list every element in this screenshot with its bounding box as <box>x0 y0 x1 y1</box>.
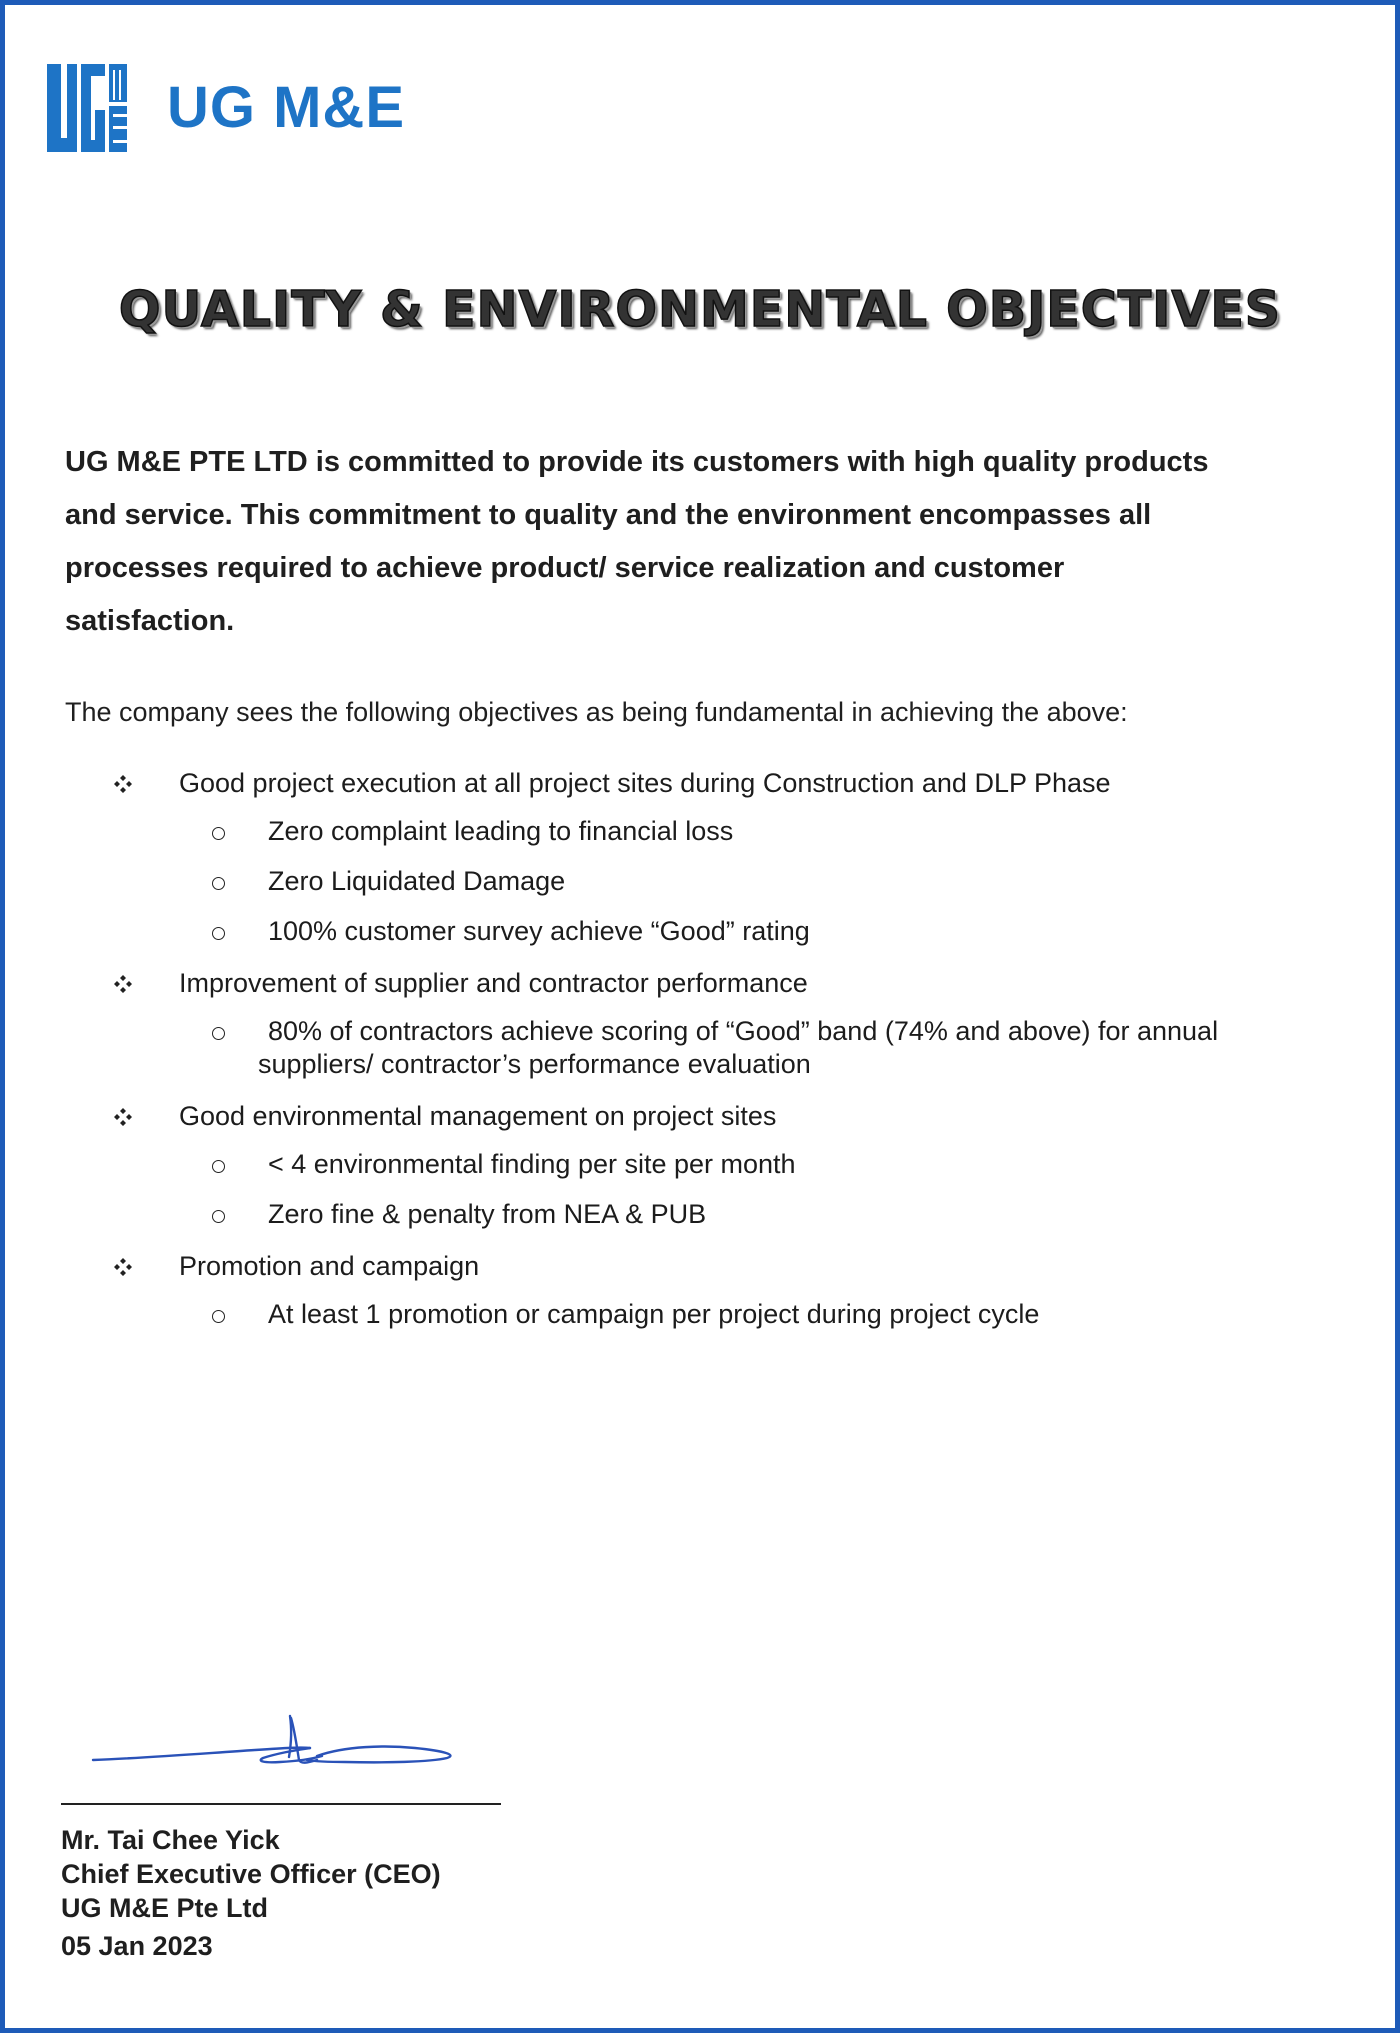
page-title: QUALITY & ENVIRONMENTAL OBJECTIVES <box>118 281 1282 338</box>
objective-item <box>0 1098 1400 1231</box>
objective-item <box>0 765 1400 948</box>
sub-objective-line: 80% of contractors achieve scoring of “Good” band (74% and above) for annual <box>268 1016 1219 1046</box>
intro-line: and service. This commitment to quality and the environment encompasses all <box>65 499 1152 531</box>
company-name-logo: UG M&E <box>167 74 405 140</box>
sub-objective: At least 1 promotion or campaign per project during project cycle <box>0 1298 1400 1331</box>
objective-item <box>0 965 1400 1081</box>
circle-bullet-icon <box>212 877 225 890</box>
circle-bullet-icon <box>212 1160 225 1173</box>
objective-label: Good project execution at all project sites during Construction and DLP Phase <box>179 768 1111 798</box>
four-diamond-bullet-icon <box>114 1258 132 1276</box>
signatory-name: Mr. Tai Chee Yick <box>61 1825 280 1855</box>
four-diamond-bullet-icon <box>114 1108 132 1126</box>
circle-bullet-icon <box>212 827 225 840</box>
circle-bullet-icon <box>212 927 225 940</box>
ceo-signature <box>85 1710 475 1780</box>
signature-line <box>61 1803 501 1805</box>
intro-line: processes required to achieve product/ service realization and customer <box>65 552 1065 584</box>
signature-date: 05 Jan 2023 <box>61 1931 213 1961</box>
sub-objectives <box>0 1298 1400 1331</box>
company-logo <box>47 60 405 155</box>
signatory-title: Chief Executive Officer (CEO) <box>61 1859 441 1889</box>
sub-objectives <box>0 815 1400 948</box>
objectives-list <box>0 765 1400 1348</box>
sub-objective: < 4 environmental finding per site per month <box>0 1148 1400 1181</box>
circle-bullet-icon <box>212 1210 225 1223</box>
sub-objective: Zero fine & penalty from NEA & PUB <box>0 1198 1400 1231</box>
sub-objective <box>0 1015 1400 1081</box>
ugme-logo-icon <box>47 60 127 155</box>
sub-objective-line: suppliers/ contractor’s performance evaluation <box>258 1049 811 1079</box>
signatory-company: UG M&E Pte Ltd <box>61 1893 268 1923</box>
objectives-lead: The company sees the following objectives as being fundamental in achieving the above: <box>65 697 1128 727</box>
sub-objective: 100% customer survey achieve “Good” rating <box>0 915 1400 948</box>
sub-objectives <box>0 1148 1400 1231</box>
four-diamond-bullet-icon <box>114 775 132 793</box>
sub-objective: Zero complaint leading to financial loss <box>0 815 1400 848</box>
intro-paragraph <box>65 436 1365 648</box>
signatory-block <box>61 1823 441 1963</box>
intro-line: UG M&E PTE LTD is committed to provide its customers with high quality products <box>65 446 1209 478</box>
circle-bullet-icon <box>212 1027 225 1040</box>
sub-objectives <box>0 1015 1400 1081</box>
sub-objective: Zero Liquidated Damage <box>0 865 1400 898</box>
intro-line: satisfaction. <box>65 605 235 637</box>
objective-label: Improvement of supplier and contractor performance <box>179 968 808 998</box>
four-diamond-bullet-icon <box>114 975 132 993</box>
objective-label: Promotion and campaign <box>179 1251 480 1281</box>
circle-bullet-icon <box>212 1310 225 1323</box>
objective-label: Good environmental management on project sites <box>179 1101 777 1131</box>
objective-item <box>0 1248 1400 1331</box>
